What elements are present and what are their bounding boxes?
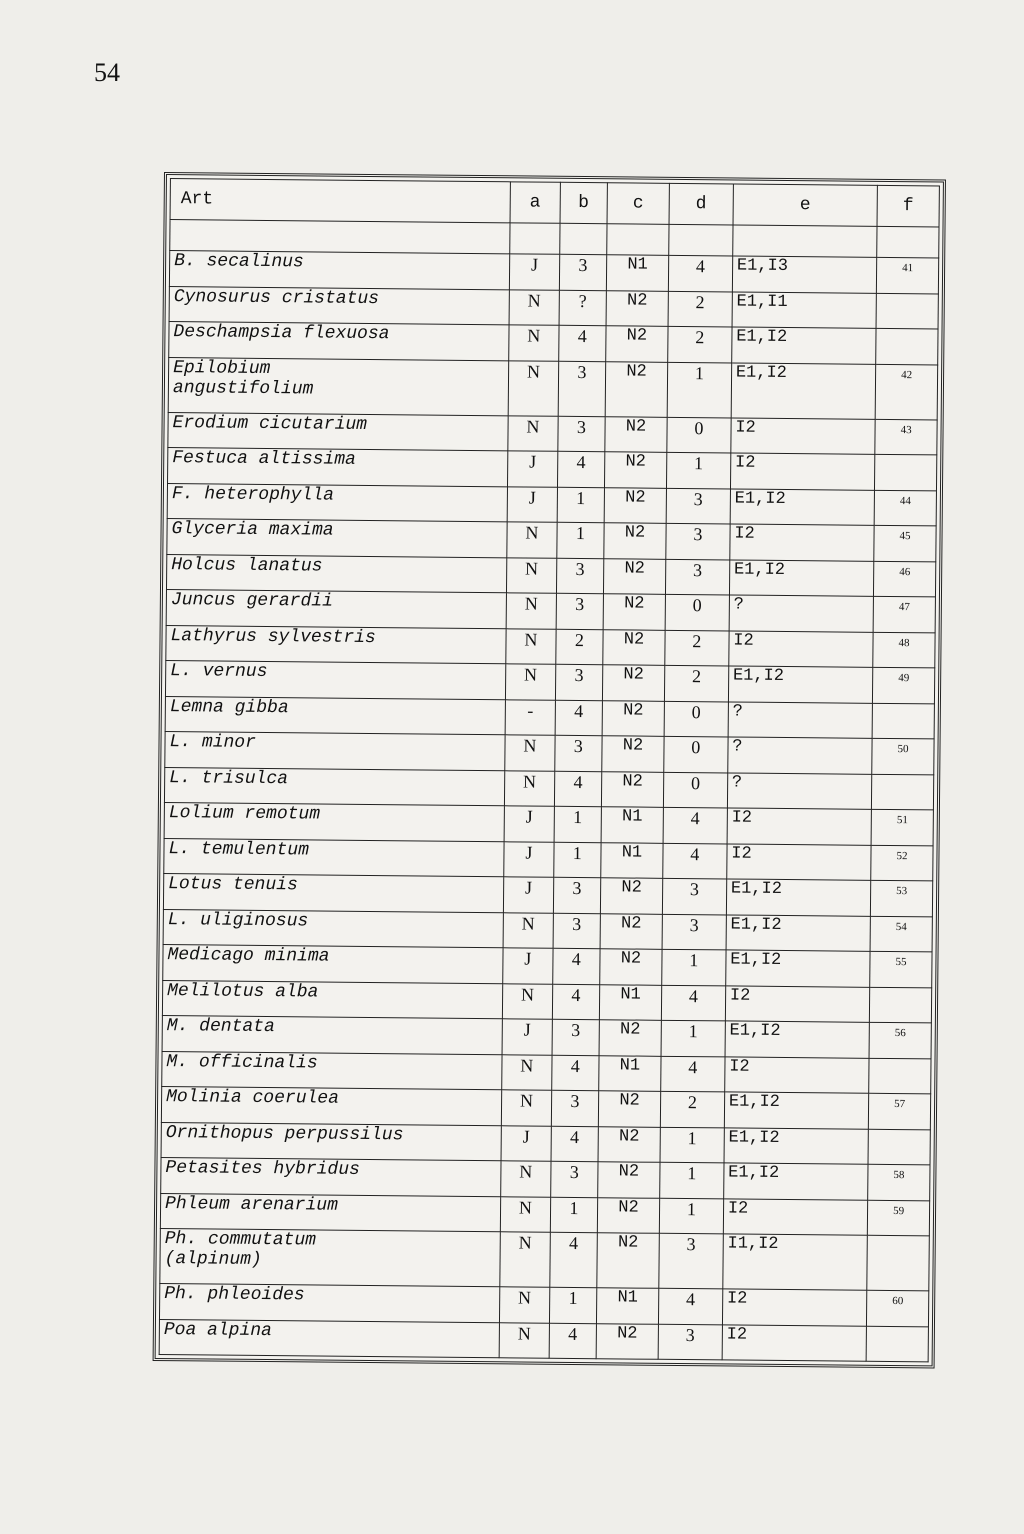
species-name: Glyceria maxima (167, 519, 507, 558)
cell-d: 4 (661, 985, 725, 1021)
cell-e: ? (729, 595, 874, 632)
cell-f: 59 (867, 1200, 929, 1236)
cell-c: N2 (601, 771, 663, 807)
header-c: c (607, 183, 669, 225)
species-name: F. heterophylla (167, 483, 507, 522)
cell-b: 4 (558, 325, 606, 361)
cell-b: 2 (555, 629, 603, 665)
cell-f: 57 (868, 1093, 930, 1129)
cell-e: E1,I2 (725, 1021, 870, 1058)
species-name: Ornithopus perpussilus (161, 1122, 501, 1161)
cell-c: N2 (605, 361, 667, 417)
cell-d: 1 (660, 1127, 724, 1163)
cell-c: N2 (598, 1091, 660, 1127)
cell-d: 0 (664, 736, 728, 772)
cell-e: I2 (722, 1289, 867, 1326)
cell-f: 41 (876, 257, 938, 293)
cell-a: N (508, 415, 558, 451)
cell-e: E1,I2 (731, 327, 876, 364)
cell-e: E1,I2 (731, 362, 876, 418)
header-art: Art (170, 179, 511, 223)
cell-c: N2 (600, 878, 662, 914)
table-body (159, 220, 939, 1362)
cell-a: N (503, 983, 553, 1019)
cell-d: 4 (663, 843, 727, 879)
cell-a: - (505, 699, 555, 735)
cell-e: I2 (727, 843, 872, 880)
cell-e: E1,I2 (726, 950, 871, 987)
species-name: L. minor (165, 732, 505, 771)
cell-d: 3 (659, 1233, 723, 1289)
cell-d: 2 (665, 630, 729, 666)
cell-b: 3 (553, 877, 601, 913)
cell-e: E1,I2 (728, 666, 873, 703)
cell-f (872, 774, 934, 810)
cell-e: E1,I2 (729, 559, 874, 596)
cell-b: 4 (554, 771, 602, 807)
cell-b: 3 (550, 1161, 598, 1197)
cell-b: 3 (558, 361, 606, 416)
cell-c: N2 (602, 665, 664, 701)
species-name: Molinia coerulea (161, 1087, 501, 1126)
cell-f: 60 (867, 1290, 929, 1326)
cell-a: N (501, 1196, 551, 1232)
cell-b: 3 (554, 735, 602, 771)
cell-d: 2 (664, 665, 728, 701)
cell-a: N (509, 325, 559, 361)
cell-e: I1,I2 (723, 1234, 868, 1290)
cell-e: I2 (724, 1056, 869, 1093)
cell-d: 2 (660, 1091, 724, 1127)
cell-d: 2 (668, 326, 732, 362)
species-name: M. dentata (162, 1016, 502, 1055)
cell-b: 3 (556, 558, 604, 594)
cell-c: N2 (604, 558, 666, 594)
header-b: b (560, 182, 608, 223)
cell-f: 46 (874, 561, 936, 597)
cell-b: 4 (549, 1232, 597, 1287)
cell-a: J (508, 451, 558, 487)
species-name: Petasites hybridus (161, 1158, 501, 1197)
header-d: d (669, 183, 733, 225)
species-name: Deschampsia flexuosa (169, 322, 509, 361)
cell-d: 0 (667, 417, 731, 453)
cell-c: N2 (605, 416, 667, 452)
species-name: Phleum arenarium (160, 1193, 500, 1232)
species-name: Erodium cicutarium (168, 412, 508, 451)
cell-b: 1 (553, 842, 601, 878)
cell-d: 4 (663, 807, 727, 843)
cell-c: N2 (604, 523, 666, 559)
cell-f (872, 703, 934, 739)
cell-e: I2 (723, 1198, 868, 1235)
cell-c: N2 (602, 700, 664, 736)
cell-d: 1 (662, 949, 726, 985)
species-name: Ph. commutatum (alpinum) (160, 1229, 501, 1287)
table-row (159, 1319, 928, 1362)
cell-c: N2 (603, 629, 665, 665)
cell-a: J (507, 486, 557, 522)
cell-f: 53 (871, 880, 933, 916)
cell-d: 0 (665, 594, 729, 630)
species-name: L. vernus (165, 661, 505, 700)
cell-b: 4 (551, 1055, 599, 1091)
cell-c: N2 (606, 290, 668, 326)
cell-d: 0 (663, 772, 727, 808)
cell-a: N (508, 360, 558, 415)
cell-c: N2 (596, 1323, 658, 1359)
cell-a: J (502, 1019, 552, 1055)
cell-f: 52 (871, 845, 933, 881)
cell-f: 47 (873, 596, 935, 632)
cell-d: 1 (661, 1020, 725, 1056)
species-name: Lolium remotum (164, 803, 504, 842)
cell-a: J (501, 1125, 551, 1161)
cell-f (867, 1235, 929, 1291)
header-f: f (877, 185, 939, 227)
cell-f: 58 (868, 1164, 930, 1200)
species-name: Juncus gerardii (166, 590, 506, 629)
cell-d: 1 (667, 362, 731, 418)
cell-e: ? (727, 772, 872, 809)
cell-a: N (506, 664, 556, 700)
species-table-frame (153, 172, 946, 1368)
cell-a: N (502, 1090, 552, 1126)
cell-c: N1 (606, 255, 668, 291)
species-name: L. trisulca (164, 767, 504, 806)
cell-c: N2 (600, 913, 662, 949)
cell-e: I2 (730, 524, 875, 561)
cell-b: 3 (556, 593, 604, 629)
species-name: Lemna gibba (165, 696, 505, 735)
cell-b: 1 (550, 1197, 598, 1233)
species-name: B. secalinus (169, 251, 509, 290)
cell-b: 3 (555, 664, 603, 700)
cell-c: N2 (598, 1162, 660, 1198)
cell-d: 3 (665, 559, 729, 595)
cell-a: J (504, 806, 554, 842)
species-name: Medicago minima (163, 945, 503, 984)
cell-b: 3 (559, 254, 607, 290)
cell-b: 1 (554, 806, 602, 842)
cell-a: J (504, 877, 554, 913)
cell-e: E1,I2 (724, 1127, 869, 1164)
cell-b: 3 (551, 1090, 599, 1126)
cell-e: I2 (727, 808, 872, 845)
species-name: Lathyrus sylvestris (166, 625, 506, 664)
species-name: L. uliginosus (163, 909, 503, 948)
cell-a: N (506, 593, 556, 629)
cell-c: N1 (599, 984, 661, 1020)
cell-c: N2 (599, 1020, 661, 1056)
cell-f: 54 (870, 916, 932, 952)
cell-c: N2 (602, 736, 664, 772)
page-number: 54 (94, 58, 120, 87)
cell-b: ? (559, 290, 607, 326)
cell-e: I2 (725, 985, 870, 1022)
cell-d: 4 (668, 255, 732, 291)
cell-e: E1,I3 (732, 256, 877, 293)
species-name: Festuca altissima (168, 448, 508, 487)
cell-c: N2 (606, 326, 668, 362)
cell-d: 0 (664, 701, 728, 737)
cell-b: 3 (557, 416, 605, 452)
species-name: Ph. phleoides (159, 1284, 499, 1323)
cell-b: 4 (552, 948, 600, 984)
cell-d: 1 (660, 1162, 724, 1198)
cell-d: 4 (658, 1288, 722, 1324)
cell-e: ? (728, 737, 873, 774)
cell-a: N (499, 1322, 549, 1358)
cell-d: 1 (666, 452, 730, 488)
cell-a: N (509, 289, 559, 325)
cell-d: 3 (662, 914, 726, 950)
cell-e: E1,I2 (723, 1163, 868, 1200)
cell-e: E1,I1 (732, 291, 877, 328)
cell-e: E1,I2 (726, 914, 871, 951)
cell-d: 4 (661, 1056, 725, 1092)
cell-e: I2 (731, 417, 876, 454)
cell-e: E1,I2 (724, 1092, 869, 1129)
cell-f: 45 (874, 525, 936, 561)
cell-f: 51 (871, 809, 933, 845)
cell-f (868, 1129, 930, 1165)
cell-a: J (503, 948, 553, 984)
cell-a: N (502, 1054, 552, 1090)
table-row (168, 357, 937, 419)
species-name: M. officinalis (162, 1051, 502, 1090)
cell-f (869, 1058, 931, 1094)
species-name: L. temulentum (164, 838, 504, 877)
cell-b: 4 (555, 700, 603, 736)
cell-a: J (510, 254, 560, 290)
cell-b: 4 (552, 984, 600, 1020)
species-name: Poa alpina (159, 1319, 499, 1358)
cell-f (876, 293, 938, 329)
cell-f (866, 1326, 928, 1362)
cell-b: 4 (549, 1323, 597, 1359)
cell-e: E1,I2 (730, 488, 875, 525)
cell-b: 3 (553, 913, 601, 949)
cell-c: N2 (605, 452, 667, 488)
cell-e: I2 (730, 453, 875, 490)
cell-f (875, 454, 937, 490)
cell-d: 2 (668, 291, 732, 327)
cell-b: 1 (557, 487, 605, 523)
cell-a: N (505, 770, 555, 806)
cell-a: N (501, 1161, 551, 1197)
cell-a: N (500, 1232, 550, 1287)
cell-a: N (507, 557, 557, 593)
cell-b: 3 (552, 1019, 600, 1055)
cell-d: 3 (658, 1324, 722, 1360)
cell-f: 44 (874, 490, 936, 526)
cell-b: 1 (556, 522, 604, 558)
cell-f: 55 (870, 951, 932, 987)
cell-b: 1 (549, 1287, 597, 1323)
header-e: e (733, 184, 878, 226)
cell-c: N2 (603, 594, 665, 630)
cell-c: N2 (600, 949, 662, 985)
cell-a: J (504, 841, 554, 877)
cell-c: N1 (599, 1055, 661, 1091)
cell-a: N (507, 522, 557, 558)
cell-d: 3 (666, 488, 730, 524)
cell-b: 4 (557, 451, 605, 487)
cell-c: N2 (598, 1126, 660, 1162)
cell-f (869, 987, 931, 1023)
cell-f (876, 328, 938, 364)
cell-e: ? (728, 701, 873, 738)
cell-f: 49 (873, 667, 935, 703)
cell-f: 42 (875, 364, 937, 420)
species-name: Cynosurus cristatus (169, 286, 509, 325)
cell-f: 50 (872, 738, 934, 774)
species-name: Epilobium angustifolium (168, 357, 509, 415)
header-a: a (510, 182, 560, 223)
cell-c: N1 (601, 842, 663, 878)
cell-e: E1,I2 (726, 879, 871, 916)
cell-a: N (505, 735, 555, 771)
cell-c: N1 (597, 1288, 659, 1324)
cell-f: 48 (873, 632, 935, 668)
cell-c: N1 (601, 807, 663, 843)
cell-a: N (506, 628, 556, 664)
cell-c: N2 (597, 1233, 659, 1289)
cell-f: 43 (875, 419, 937, 455)
species-name: Melilotus alba (162, 980, 502, 1019)
cell-e: I2 (729, 630, 874, 667)
cell-d: 3 (662, 878, 726, 914)
cell-c: N2 (604, 487, 666, 523)
cell-c: N2 (597, 1197, 659, 1233)
cell-d: 1 (659, 1198, 723, 1234)
species-name: Holcus lanatus (166, 554, 506, 593)
table-row (160, 1229, 929, 1291)
cell-a: N (500, 1287, 550, 1323)
species-name: Lotus tenuis (163, 874, 503, 913)
cell-d: 3 (666, 523, 730, 559)
cell-e: I2 (722, 1324, 867, 1361)
cell-a: N (503, 912, 553, 948)
cell-b: 4 (551, 1126, 599, 1162)
species-table (159, 178, 940, 1362)
cell-f: 56 (869, 1022, 931, 1058)
